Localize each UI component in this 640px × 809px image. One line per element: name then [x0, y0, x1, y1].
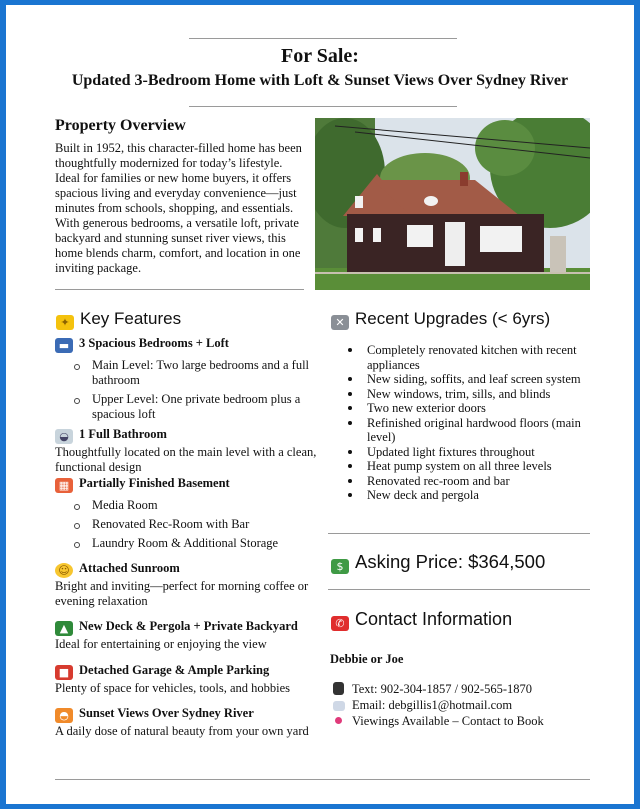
brick-icon: ▦: [55, 478, 73, 493]
upgrades-divider: [328, 533, 590, 534]
list-item: Updated light fixtures throughout: [329, 445, 591, 460]
feature-title: New Deck & Pergola + Private Backyard: [79, 619, 298, 633]
phone-handset-icon: ✆: [331, 616, 349, 631]
feature-garage: [55, 663, 325, 696]
feature-title: Attached Sunroom: [79, 561, 180, 575]
list-item: Main Level: Two large bedrooms and a full bathroom: [55, 358, 325, 388]
tree-icon: ▲: [55, 621, 73, 636]
email-icon: [333, 701, 345, 711]
list-item: Renovated rec-room and bar: [329, 474, 591, 489]
bed-icon: ▬: [55, 338, 73, 353]
feature-text: Bright and inviting—perfect for morning coffee or evening relaxation: [55, 579, 309, 608]
sun-face-icon: ☺: [55, 563, 73, 578]
feature-sunset: [55, 706, 325, 739]
list-item: Laundry Room & Additional Storage: [55, 536, 325, 551]
house-photo-illustration: [315, 118, 590, 290]
phone-icon: [333, 682, 344, 695]
flyer-page: [6, 5, 634, 804]
contact-lines: [333, 681, 595, 729]
feature-title: Sunset Views Over Sydney River: [79, 706, 254, 720]
list-item: Upper Level: One private bedroom plus a spacious loft: [55, 392, 325, 422]
list-item: Media Room: [55, 498, 325, 513]
feature-text: Ideal for entertaining or enjoying the view: [55, 637, 267, 651]
sparkles-icon: ✦: [56, 315, 74, 330]
bath-icon: ◒: [55, 429, 73, 444]
feature-title: Partially Finished Basement: [79, 476, 230, 490]
bottom-divider: [55, 779, 590, 780]
list-item: New siding, soffits, and leaf screen system: [329, 372, 591, 387]
upgrades-heading: ✕ Recent Upgrades (< 6yrs): [331, 309, 550, 330]
list-item: Refinished original hardwood floors (main level): [329, 416, 591, 445]
subtitle-divider: [189, 106, 457, 107]
list-item: Completely renovated kitchen with recent appliances: [329, 343, 591, 372]
house-photo: [315, 118, 590, 290]
feature-title: 3 Spacious Bedrooms + Loft: [79, 336, 229, 350]
tools-icon: ✕: [331, 315, 349, 330]
list-item: Two new exterior doors: [329, 401, 591, 416]
top-divider: [189, 38, 457, 39]
features-heading: ✦ Key Features: [56, 309, 181, 330]
list-item: Heat pump system on all three levels: [329, 459, 591, 474]
list-item: New windows, trim, sills, and blinds: [329, 387, 591, 402]
feature-text: Plenty of space for vehicles, tools, and hobbies: [55, 681, 291, 695]
list-item: New deck and pergola: [329, 488, 591, 503]
sunset-icon: ◓: [55, 708, 73, 723]
page-title: For Sale:: [281, 45, 359, 67]
overview-heading: Property Overview: [55, 117, 186, 134]
feature-deck: [55, 619, 325, 652]
feature-title: Detached Garage & Ample Parking: [79, 663, 270, 677]
pin-icon: [335, 717, 342, 724]
feature-bathroom: [55, 427, 325, 475]
overview-section: [55, 117, 305, 276]
feature-title: 1 Full Bathroom: [79, 427, 167, 441]
truck-icon: ■: [55, 665, 73, 680]
feature-bedrooms: [55, 336, 325, 422]
upgrades-list: [329, 343, 591, 503]
feature-basement: [55, 476, 325, 551]
feature-text: A daily dose of natural beauty from your own yard: [55, 724, 309, 738]
price-divider: [328, 589, 590, 590]
page-subtitle: Updated 3-Bedroom Home with Loft & Sunset Views Over Sydney River: [71, 72, 569, 89]
contact-email[interactable]: Email: debgillis1@hotmail.com: [352, 698, 513, 712]
feature-text: Thoughtfully located on the main level with a clean, functional design: [55, 445, 317, 474]
feature-sunroom: [55, 561, 325, 609]
money-icon: $: [331, 559, 349, 574]
asking-price: $ Asking Price: $364,500: [331, 551, 545, 574]
contact-text[interactable]: Text: 902-304-1857 / 902-565-1870: [352, 682, 533, 696]
contact-text: Viewings Available – Contact to Book: [352, 714, 544, 728]
overview-body: Built in 1952, this character-filled home has been thoughtfully modernized for today’s lifestyle. Ideal for families or new home buyers, it offers spacious living and everyday convenience—just minutes from schools, shopping, and essentials. With generous bedrooms, a versatile loft, private backyard and stunning sunset river views, this home blends charm, comfort, and location in one inviting package.: [55, 141, 302, 275]
contact-heading: ✆ Contact Information: [331, 609, 512, 631]
overview-divider: [55, 289, 304, 290]
list-item: Renovated Rec-Room with Bar: [55, 517, 325, 532]
contact-names: Debbie or Joe: [330, 652, 404, 666]
